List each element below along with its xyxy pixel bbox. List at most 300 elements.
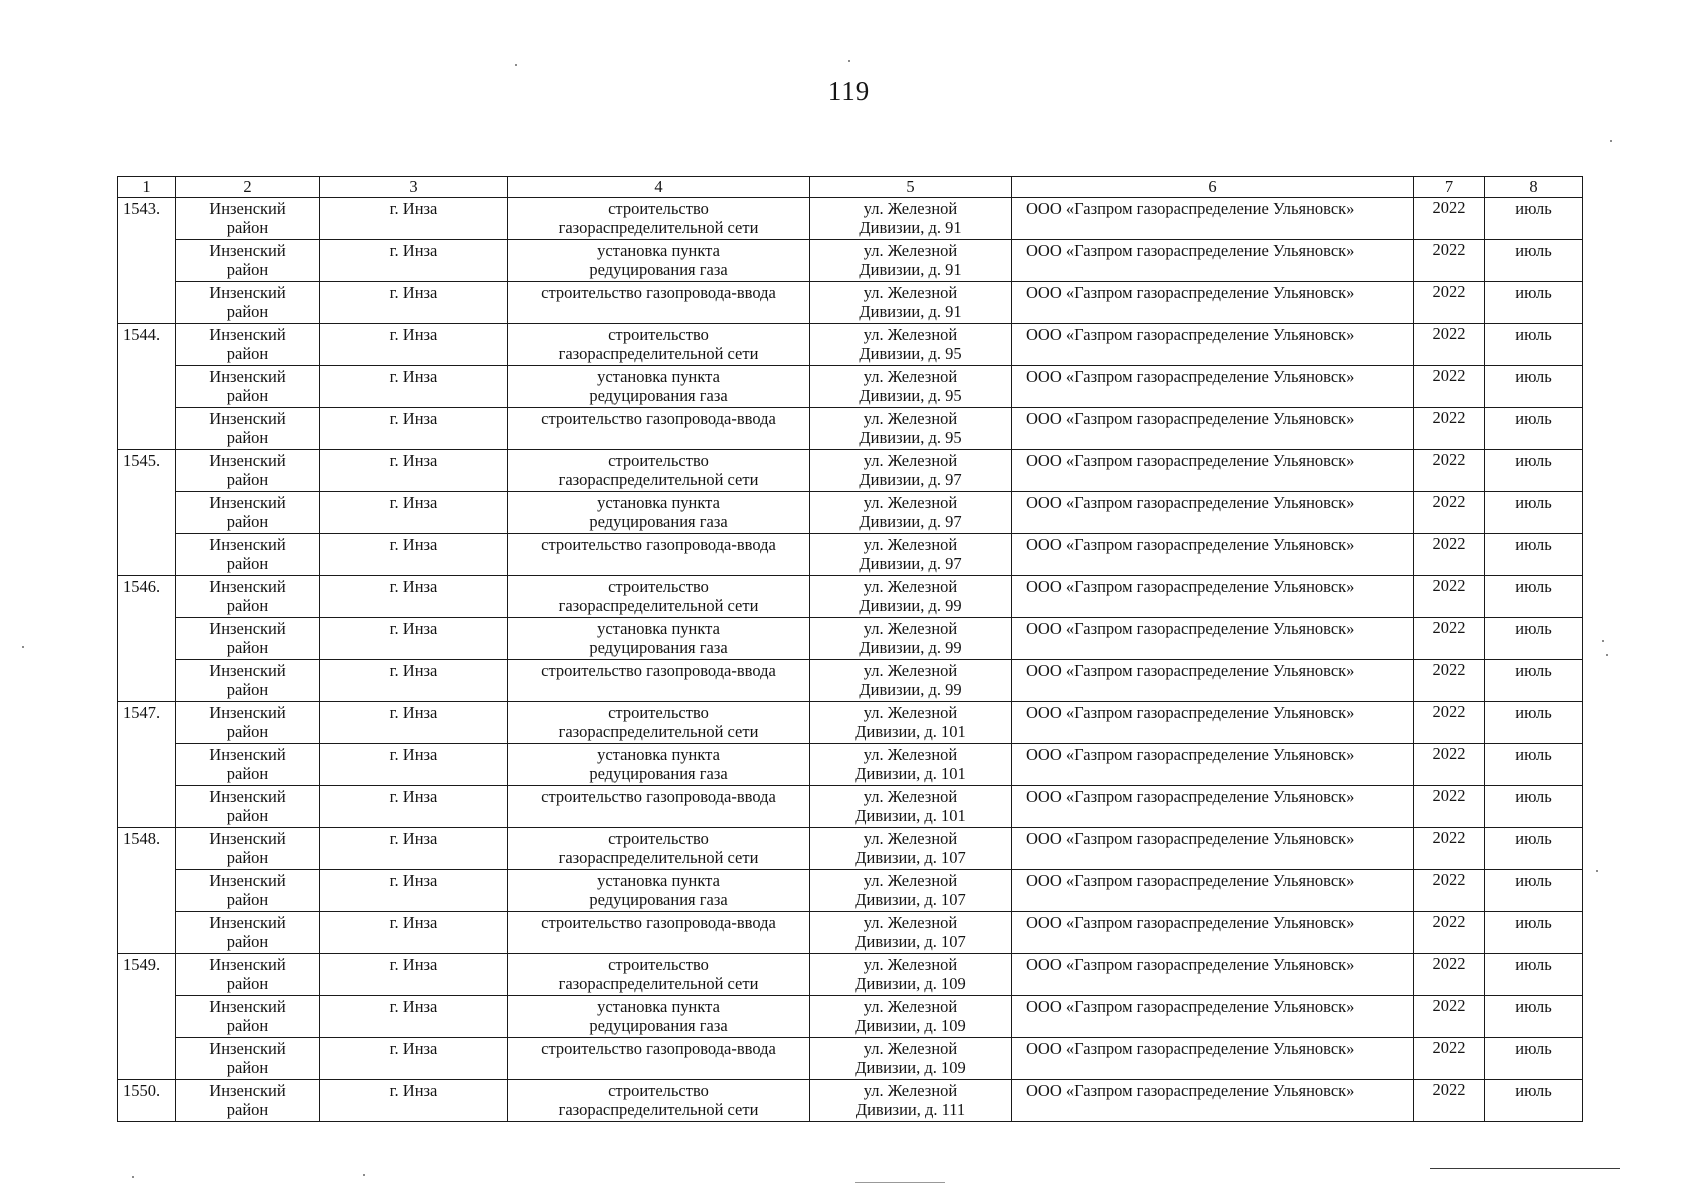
work-cell-line: газораспределительной сети xyxy=(558,1100,759,1119)
work-cell xyxy=(508,870,810,912)
year-cell: 2022 xyxy=(1414,870,1485,912)
district-cell xyxy=(176,198,320,240)
entry-number: 1543. xyxy=(118,198,176,324)
district-cell xyxy=(176,996,320,1038)
address-cell xyxy=(810,366,1012,408)
address-cell-line: Дивизии, д. 109 xyxy=(855,1016,966,1035)
year-cell: 2022 xyxy=(1414,324,1485,366)
entry-number: 1547. xyxy=(118,702,176,828)
work-cell-line: строительство газопровода-ввода xyxy=(541,1039,776,1058)
address-cell xyxy=(810,282,1012,324)
district-cell-line: район xyxy=(226,302,269,321)
district-cell xyxy=(176,870,320,912)
address-cell-line: Дивизии, д. 101 xyxy=(855,764,966,783)
district-cell xyxy=(176,828,320,870)
district-cell-line: район xyxy=(226,596,269,615)
page-number: 119 xyxy=(827,76,871,106)
table-row xyxy=(118,618,1583,660)
table-row xyxy=(118,828,1583,870)
district-cell-line: Инзенский xyxy=(209,451,286,470)
address-cell xyxy=(810,828,1012,870)
entry-group xyxy=(118,450,1583,576)
column-number: 5 xyxy=(810,177,1012,198)
city-cell: г. Инза xyxy=(320,576,508,618)
district-cell-line: Инзенский xyxy=(209,241,286,260)
table-row xyxy=(118,660,1583,702)
scan-speck xyxy=(1596,870,1598,872)
address-cell-line: ул. Железной xyxy=(863,535,958,554)
work-cell-line: редуцирования газа xyxy=(589,1016,728,1035)
month-cell: июль xyxy=(1485,870,1583,912)
district-cell-line: Инзенский xyxy=(209,955,286,974)
city-cell: г. Инза xyxy=(320,786,508,828)
scan-speck xyxy=(1602,640,1604,642)
address-cell xyxy=(810,450,1012,492)
address-cell-line: ул. Железной xyxy=(863,577,958,596)
year-cell: 2022 xyxy=(1414,954,1485,996)
district-cell-line: Инзенский xyxy=(209,283,286,302)
district-cell xyxy=(176,492,320,534)
city-cell: г. Инза xyxy=(320,240,508,282)
work-cell-line: строительство газопровода-ввода xyxy=(541,283,776,302)
district-cell-line: район xyxy=(226,848,269,867)
district-cell-line: Инзенский xyxy=(209,829,286,848)
scan-speck xyxy=(132,1176,134,1178)
work-cell-line: строительство xyxy=(608,955,709,974)
entry-number: 1548. xyxy=(118,828,176,954)
address-cell-line: Дивизии, д. 91 xyxy=(859,218,962,237)
address-cell xyxy=(810,1080,1012,1122)
scan-speck xyxy=(1606,654,1608,656)
column-number-row xyxy=(118,177,1583,198)
year-cell: 2022 xyxy=(1414,744,1485,786)
address-cell-line: Дивизии, д. 101 xyxy=(855,722,966,741)
table-row xyxy=(118,870,1583,912)
table-row xyxy=(118,240,1583,282)
district-cell xyxy=(176,282,320,324)
work-cell-line: редуцирования газа xyxy=(589,512,728,531)
year-cell: 2022 xyxy=(1414,828,1485,870)
district-cell xyxy=(176,576,320,618)
district-cell xyxy=(176,912,320,954)
work-cell-line: строительство xyxy=(608,325,709,344)
address-cell-line: ул. Железной xyxy=(863,199,958,218)
work-cell-line: редуцирования газа xyxy=(589,890,728,909)
work-cell xyxy=(508,912,810,954)
organization-cell: ООО «Газпром газораспределение Ульяновск» xyxy=(1012,366,1414,408)
work-cell-line: строительство xyxy=(608,703,709,722)
year-cell: 2022 xyxy=(1414,366,1485,408)
district-cell-line: район xyxy=(226,1058,269,1077)
organization-cell: ООО «Газпром газораспределение Ульяновск» xyxy=(1012,576,1414,618)
month-cell: июль xyxy=(1485,366,1583,408)
district-cell-line: Инзенский xyxy=(209,1039,286,1058)
district-cell-line: Инзенский xyxy=(209,577,286,596)
table-row xyxy=(118,1080,1583,1122)
district-cell xyxy=(176,1038,320,1080)
address-cell-line: Дивизии, д. 107 xyxy=(855,848,966,867)
district-cell xyxy=(176,240,320,282)
year-cell: 2022 xyxy=(1414,786,1485,828)
month-cell: июль xyxy=(1485,408,1583,450)
entry-number: 1544. xyxy=(118,324,176,450)
column-number: 6 xyxy=(1012,177,1414,198)
month-cell: июль xyxy=(1485,576,1583,618)
address-cell xyxy=(810,408,1012,450)
entry-number: 1545. xyxy=(118,450,176,576)
entry-group xyxy=(118,954,1583,1080)
year-cell: 2022 xyxy=(1414,1038,1485,1080)
city-cell: г. Инза xyxy=(320,912,508,954)
address-cell xyxy=(810,576,1012,618)
address-cell-line: Дивизии, д. 91 xyxy=(859,260,962,279)
district-cell-line: Инзенский xyxy=(209,703,286,722)
work-cell-line: строительство газопровода-ввода xyxy=(541,409,776,428)
month-cell: июль xyxy=(1485,702,1583,744)
year-cell: 2022 xyxy=(1414,198,1485,240)
district-cell-line: район xyxy=(226,344,269,363)
year-cell: 2022 xyxy=(1414,1080,1485,1122)
work-cell-line: строительство газопровода-ввода xyxy=(541,787,776,806)
work-cell-line: строительство газопровода-ввода xyxy=(541,535,776,554)
work-cell-line: установка пункта xyxy=(597,241,720,260)
scan-speck xyxy=(22,646,24,648)
district-cell-line: район xyxy=(226,638,269,657)
district-cell xyxy=(176,450,320,492)
month-cell: июль xyxy=(1485,1038,1583,1080)
year-cell: 2022 xyxy=(1414,912,1485,954)
work-cell xyxy=(508,744,810,786)
address-cell xyxy=(810,240,1012,282)
work-cell-line: строительство xyxy=(608,577,709,596)
address-cell xyxy=(810,744,1012,786)
city-cell: г. Инза xyxy=(320,198,508,240)
work-cell-line: газораспределительной сети xyxy=(558,722,759,741)
district-cell xyxy=(176,1080,320,1122)
district-cell-line: район xyxy=(226,722,269,741)
address-cell-line: Дивизии, д. 99 xyxy=(859,596,962,615)
district-cell-line: район xyxy=(226,428,269,447)
organization-cell: ООО «Газпром газораспределение Ульяновск» xyxy=(1012,870,1414,912)
month-cell: июль xyxy=(1485,534,1583,576)
year-cell: 2022 xyxy=(1414,492,1485,534)
district-cell-line: Инзенский xyxy=(209,493,286,512)
city-cell: г. Инза xyxy=(320,660,508,702)
work-cell-line: газораспределительной сети xyxy=(558,974,759,993)
address-cell-line: Дивизии, д. 97 xyxy=(859,554,962,573)
organization-cell: ООО «Газпром газораспределение Ульяновск» xyxy=(1012,828,1414,870)
year-cell: 2022 xyxy=(1414,660,1485,702)
entry-number: 1549. xyxy=(118,954,176,1080)
district-cell xyxy=(176,366,320,408)
city-cell: г. Инза xyxy=(320,492,508,534)
address-cell-line: Дивизии, д. 97 xyxy=(859,512,962,531)
column-number: 7 xyxy=(1414,177,1485,198)
month-cell: июль xyxy=(1485,660,1583,702)
district-cell-line: район xyxy=(226,764,269,783)
address-cell xyxy=(810,954,1012,996)
month-cell: июль xyxy=(1485,492,1583,534)
month-cell: июль xyxy=(1485,450,1583,492)
district-cell-line: район xyxy=(226,1100,269,1119)
district-cell-line: район xyxy=(226,512,269,531)
address-cell xyxy=(810,870,1012,912)
work-cell-line: газораспределительной сети xyxy=(558,218,759,237)
address-cell-line: ул. Железной xyxy=(863,1039,958,1058)
district-cell-line: район xyxy=(226,260,269,279)
month-cell: июль xyxy=(1485,828,1583,870)
district-cell-line: Инзенский xyxy=(209,619,286,638)
table-row xyxy=(118,702,1583,744)
address-cell-line: ул. Железной xyxy=(863,1081,958,1100)
city-cell: г. Инза xyxy=(320,744,508,786)
address-cell-line: ул. Железной xyxy=(863,325,958,344)
month-cell: июль xyxy=(1485,786,1583,828)
work-cell-line: газораспределительной сети xyxy=(558,470,759,489)
organization-cell: ООО «Газпром газораспределение Ульяновск» xyxy=(1012,996,1414,1038)
month-cell: июль xyxy=(1485,744,1583,786)
city-cell: г. Инза xyxy=(320,534,508,576)
work-cell-line: установка пункта xyxy=(597,997,720,1016)
address-cell-line: ул. Железной xyxy=(863,745,958,764)
month-cell: июль xyxy=(1485,324,1583,366)
district-cell xyxy=(176,702,320,744)
address-cell xyxy=(810,534,1012,576)
district-cell xyxy=(176,954,320,996)
table-row xyxy=(118,492,1583,534)
city-cell: г. Инза xyxy=(320,366,508,408)
district-cell-line: Инзенский xyxy=(209,409,286,428)
entry-number: 1546. xyxy=(118,576,176,702)
district-cell-line: Инзенский xyxy=(209,871,286,890)
city-cell: г. Инза xyxy=(320,702,508,744)
address-cell-line: Дивизии, д. 101 xyxy=(855,806,966,825)
address-cell-line: ул. Железной xyxy=(863,871,958,890)
work-cell xyxy=(508,408,810,450)
district-cell-line: район xyxy=(226,470,269,489)
work-cell-line: редуцирования газа xyxy=(589,638,728,657)
address-cell-line: Дивизии, д. 95 xyxy=(859,344,962,363)
organization-cell: ООО «Газпром газораспределение Ульяновск» xyxy=(1012,282,1414,324)
city-cell: г. Инза xyxy=(320,324,508,366)
work-cell xyxy=(508,198,810,240)
address-cell-line: ул. Железной xyxy=(863,493,958,512)
district-cell-line: район xyxy=(226,1016,269,1035)
address-cell-line: ул. Железной xyxy=(863,367,958,386)
district-cell-line: Инзенский xyxy=(209,1081,286,1100)
district-cell-line: район xyxy=(226,554,269,573)
district-cell xyxy=(176,786,320,828)
column-number: 2 xyxy=(176,177,320,198)
address-cell-line: Дивизии, д. 109 xyxy=(855,974,966,993)
district-cell-line: район xyxy=(226,806,269,825)
work-cell-line: строительство xyxy=(608,199,709,218)
year-cell: 2022 xyxy=(1414,618,1485,660)
address-cell-line: ул. Железной xyxy=(863,661,958,680)
district-cell xyxy=(176,744,320,786)
work-cell xyxy=(508,240,810,282)
organization-cell: ООО «Газпром газораспределение Ульяновск» xyxy=(1012,1038,1414,1080)
address-cell-line: ул. Железной xyxy=(863,787,958,806)
month-cell: июль xyxy=(1485,996,1583,1038)
address-cell-line: ул. Железной xyxy=(863,241,958,260)
table-row xyxy=(118,576,1583,618)
organization-cell: ООО «Газпром газораспределение Ульяновск» xyxy=(1012,1080,1414,1122)
address-cell-line: Дивизии, д. 107 xyxy=(855,890,966,909)
work-cell-line: установка пункта xyxy=(597,871,720,890)
entry-group xyxy=(118,576,1583,702)
district-cell-line: Инзенский xyxy=(209,997,286,1016)
city-cell: г. Инза xyxy=(320,282,508,324)
address-cell xyxy=(810,912,1012,954)
organization-cell: ООО «Газпром газораспределение Ульяновск» xyxy=(1012,702,1414,744)
table-row xyxy=(118,534,1583,576)
work-cell-line: газораспределительной сети xyxy=(558,848,759,867)
district-cell-line: Инзенский xyxy=(209,787,286,806)
table-row xyxy=(118,282,1583,324)
address-cell xyxy=(810,660,1012,702)
district-cell-line: Инзенский xyxy=(209,661,286,680)
month-cell: июль xyxy=(1485,954,1583,996)
month-cell: июль xyxy=(1485,282,1583,324)
city-cell: г. Инза xyxy=(320,870,508,912)
work-cell xyxy=(508,702,810,744)
year-cell: 2022 xyxy=(1414,282,1485,324)
work-cell xyxy=(508,492,810,534)
register-table xyxy=(117,176,1583,1122)
entry-group xyxy=(118,828,1583,954)
month-cell: июль xyxy=(1485,912,1583,954)
address-cell-line: Дивизии, д. 99 xyxy=(859,680,962,699)
address-cell-line: Дивизии, д. 91 xyxy=(859,302,962,321)
city-cell: г. Инза xyxy=(320,1080,508,1122)
month-cell: июль xyxy=(1485,198,1583,240)
table-row xyxy=(118,996,1583,1038)
work-cell-line: строительство xyxy=(608,451,709,470)
district-cell-line: район xyxy=(226,680,269,699)
address-cell xyxy=(810,1038,1012,1080)
city-cell: г. Инза xyxy=(320,408,508,450)
address-cell-line: ул. Железной xyxy=(863,829,958,848)
work-cell xyxy=(508,324,810,366)
district-cell-line: район xyxy=(226,218,269,237)
work-cell-line: установка пункта xyxy=(597,493,720,512)
city-cell: г. Инза xyxy=(320,828,508,870)
work-cell xyxy=(508,1080,810,1122)
work-cell-line: редуцирования газа xyxy=(589,386,728,405)
organization-cell: ООО «Газпром газораспределение Ульяновск» xyxy=(1012,954,1414,996)
table-row xyxy=(118,366,1583,408)
column-number: 4 xyxy=(508,177,810,198)
month-cell: июль xyxy=(1485,1080,1583,1122)
address-cell-line: ул. Железной xyxy=(863,997,958,1016)
year-cell: 2022 xyxy=(1414,996,1485,1038)
work-cell-line: газораспределительной сети xyxy=(558,344,759,363)
organization-cell: ООО «Газпром газораспределение Ульяновск» xyxy=(1012,450,1414,492)
work-cell-line: редуцирования газа xyxy=(589,764,728,783)
district-cell-line: Инзенский xyxy=(209,745,286,764)
work-cell-line: установка пункта xyxy=(597,367,720,386)
work-cell-line: газораспределительной сети xyxy=(558,596,759,615)
city-cell: г. Инза xyxy=(320,618,508,660)
year-cell: 2022 xyxy=(1414,240,1485,282)
year-cell: 2022 xyxy=(1414,408,1485,450)
address-cell xyxy=(810,786,1012,828)
address-cell-line: ул. Железной xyxy=(863,955,958,974)
address-cell xyxy=(810,198,1012,240)
city-cell: г. Инза xyxy=(320,954,508,996)
work-cell xyxy=(508,282,810,324)
district-cell-line: район xyxy=(226,974,269,993)
work-cell xyxy=(508,534,810,576)
scan-speck xyxy=(515,64,517,66)
district-cell xyxy=(176,660,320,702)
year-cell: 2022 xyxy=(1414,702,1485,744)
work-cell xyxy=(508,450,810,492)
district-cell xyxy=(176,324,320,366)
address-cell-line: Дивизии, д. 107 xyxy=(855,932,966,951)
address-cell-line: Дивизии, д. 97 xyxy=(859,470,962,489)
city-cell: г. Инза xyxy=(320,450,508,492)
address-cell xyxy=(810,702,1012,744)
entry-group xyxy=(118,1080,1583,1122)
address-cell-line: ул. Железной xyxy=(863,451,958,470)
work-cell xyxy=(508,786,810,828)
entry-group xyxy=(118,324,1583,450)
district-cell-line: Инзенский xyxy=(209,913,286,932)
organization-cell: ООО «Газпром газораспределение Ульяновск» xyxy=(1012,492,1414,534)
organization-cell: ООО «Газпром газораспределение Ульяновск» xyxy=(1012,534,1414,576)
address-cell-line: Дивизии, д. 111 xyxy=(855,1100,966,1119)
table-row xyxy=(118,408,1583,450)
district-cell-line: Инзенский xyxy=(209,325,286,344)
address-cell xyxy=(810,996,1012,1038)
address-cell-line: Дивизии, д. 95 xyxy=(859,428,962,447)
table-row xyxy=(118,744,1583,786)
address-cell-line: Дивизии, д. 95 xyxy=(859,386,962,405)
address-cell-line: ул. Железной xyxy=(863,913,958,932)
table-row xyxy=(118,954,1583,996)
district-cell xyxy=(176,618,320,660)
table-row xyxy=(118,198,1583,240)
work-cell-line: установка пункта xyxy=(597,745,720,764)
year-cell: 2022 xyxy=(1414,576,1485,618)
scan-speck xyxy=(1610,140,1612,142)
table-row xyxy=(118,912,1583,954)
entry-group xyxy=(118,702,1583,828)
organization-cell: ООО «Газпром газораспределение Ульяновск» xyxy=(1012,660,1414,702)
month-cell: июль xyxy=(1485,618,1583,660)
district-cell-line: район xyxy=(226,386,269,405)
scan-line xyxy=(855,1182,945,1183)
organization-cell: ООО «Газпром газораспределение Ульяновск» xyxy=(1012,744,1414,786)
address-cell xyxy=(810,618,1012,660)
district-cell-line: район xyxy=(226,890,269,909)
work-cell xyxy=(508,828,810,870)
column-number: 8 xyxy=(1485,177,1583,198)
table-row xyxy=(118,450,1583,492)
work-cell xyxy=(508,1038,810,1080)
month-cell: июль xyxy=(1485,240,1583,282)
organization-cell: ООО «Газпром газораспределение Ульяновск» xyxy=(1012,618,1414,660)
address-cell-line: ул. Железной xyxy=(863,703,958,722)
work-cell-line: строительство газопровода-ввода xyxy=(541,913,776,932)
work-cell-line: строительство газопровода-ввода xyxy=(541,661,776,680)
work-cell xyxy=(508,366,810,408)
address-cell-line: Дивизии, д. 109 xyxy=(855,1058,966,1077)
city-cell: г. Инза xyxy=(320,1038,508,1080)
district-cell-line: Инзенский xyxy=(209,367,286,386)
